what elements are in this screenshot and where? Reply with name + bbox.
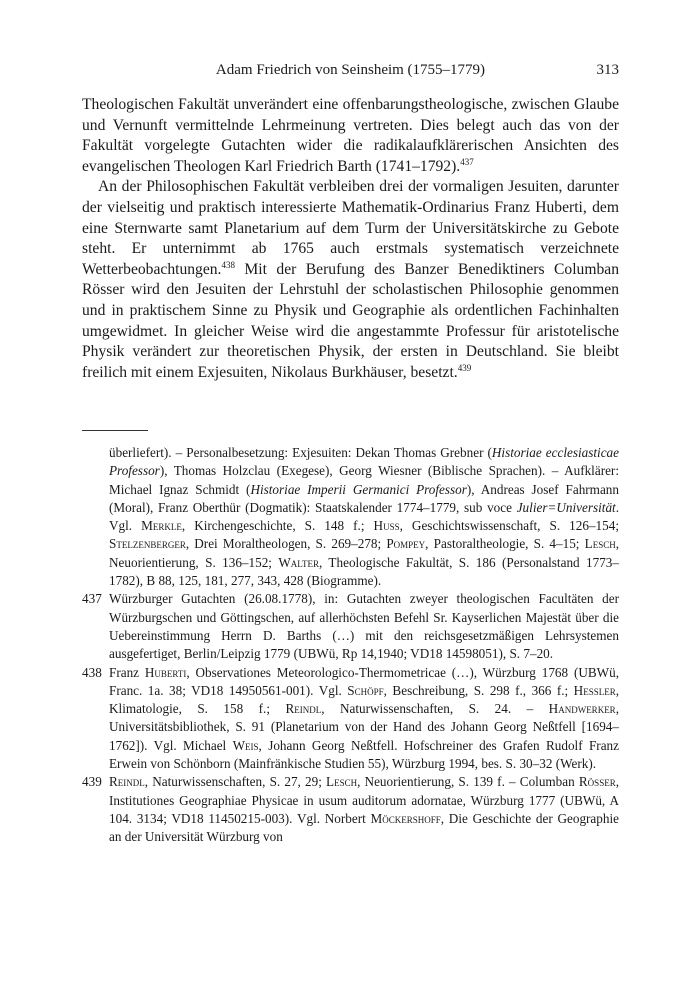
footnote-text: Würzburger Gutachten (26.08.1778), in: Gutachten zweyer theologischen Facultäten der Würzburgschen und Göttingschen, auf allerhöchsten Befehl Sr. Kayserlichen Majestät über die Uebereinstimmung Herrn D. Barths (…) mit den reichsgesetzmäßigen Lehrsystemen ausgefertiget, Berlin/Leipzig 1779 (UBWü, Rp 14,1940; VD18 14598051), S. 7–20. bbox=[109, 591, 619, 662]
footnote-ref-438: 438 bbox=[221, 259, 235, 270]
footnote-text: , Universitätsbibliothek, S. 91 (Planetarium von der Hand des Johann Georg Neßtfell [1694–1762]). Vgl. Michael bbox=[109, 701, 619, 753]
footnote-439 bbox=[82, 773, 619, 846]
author-name: Handwerker bbox=[548, 701, 616, 717]
paragraph-1 bbox=[82, 95, 619, 177]
page-number: 313 bbox=[596, 62, 619, 78]
author-name: Huberti bbox=[144, 664, 187, 680]
author-name: Rösser bbox=[578, 774, 616, 790]
author-name: Stelzenberger bbox=[109, 536, 186, 552]
footnote-divider bbox=[82, 430, 148, 431]
author-name: Schöpf bbox=[347, 682, 384, 698]
footnote-text: , Klimatologie, S. 158 f.; bbox=[109, 682, 619, 717]
footnote-437 bbox=[82, 590, 619, 663]
footnote-text: Franz bbox=[109, 664, 145, 680]
running-head-title: Adam Friedrich von Seinsheim (1755–1779) bbox=[215, 62, 486, 78]
footnote-text: , Geschichtswissenschaft, S. 126–154; bbox=[399, 518, 620, 534]
footnote-text: , Pastoraltheologie, S. 4–15; bbox=[425, 536, 585, 552]
footnote-number: 439 bbox=[82, 774, 102, 790]
footnote-continuation bbox=[82, 444, 619, 590]
footnote-text: , Institutiones Geographiae Physicae in usum auditorum adornatae, Würzburg 1777 (UBWü, A 104. 3134; VD18 11450215-003). Vgl. Norbert bbox=[109, 774, 619, 826]
footnote-ref-439: 439 bbox=[457, 362, 472, 373]
author-name: Reindl bbox=[109, 774, 145, 790]
footnote-text: , Beschreibung, S. 298 f., 366 f.; bbox=[383, 682, 574, 698]
author-name: Pompey bbox=[386, 536, 426, 552]
footnote-text: , Naturwissenschaften, S. 24. – bbox=[321, 701, 549, 717]
footnote-italic: Historiae Imperii Germanici Professor bbox=[250, 481, 467, 497]
footnote-text: , Observationes Meteorologico-Thermometricae (…), Würzburg 1768 (UBWü, Franc. 1a. 38; VD18 14950561-001). Vgl. bbox=[109, 664, 619, 698]
author-name: Lesch bbox=[326, 774, 358, 790]
footnote-number: 437 bbox=[82, 591, 102, 607]
author-name: Reindl bbox=[285, 701, 322, 717]
footnote-text: , Naturwissenschaften, S. 27, 29; bbox=[144, 774, 327, 790]
footnotes bbox=[82, 444, 619, 847]
author-name: Weis bbox=[232, 737, 259, 753]
running-head bbox=[82, 62, 619, 82]
footnote-number: 438 bbox=[82, 664, 102, 680]
footnote-text: , Neuorientierung, S. 136–152; bbox=[109, 536, 619, 570]
paragraph-text: Theologischen Fakultät unverändert eine offenbarungstheologische, zwischen Glaube und Vernunft vermittelnde Lehrmeinung vertreten. Dies belegt auch das von der Fakultät vorgelegte Gutachten wider die radikalaufklärerischen Ansichten des evangelischen Theologen Karl Friedrich Barth (1741–1792). bbox=[82, 96, 619, 175]
footnote-438 bbox=[82, 664, 619, 774]
footnote-text: ), Andreas Josef Fahrmann (Moral), Franz Oberthür (Dogmatik): Staatskalender 1774–1779, sub voce bbox=[109, 481, 619, 515]
footnote-text: . Vgl. bbox=[109, 499, 619, 534]
author-name: Huss bbox=[373, 518, 400, 534]
paragraph-text: An der Philosophischen Fakultät verbleiben drei der vormaligen Jesuiten, darunter der vielseitig und praktisch interessierte Mathematik-Ordinarius Franz Huberti, dem eine Sternwarte samt Planetarium auf dem Turm der Universitätskirche zu Gebote steht. Er unternimmt ab 1765 auch erstmals systematisch verzeichnete Wetterbeobachtungen. bbox=[82, 178, 619, 278]
footnote-text: , Die Geschichte der Geographie an der Universität Würzburg von bbox=[109, 810, 619, 845]
footnote-text: , Johann Georg Neßtfell. Hofschreiner des Grafen Rudolf Franz Erwein von Schönborn (Mainfränkische Studien 55), Würzburg 1994, bes. S. 30–32 (Werk). bbox=[109, 737, 619, 772]
footnote-text: überliefert). – Personalbesetzung: Exjesuiten: Dekan Thomas Grebner ( bbox=[109, 445, 492, 460]
footnote-text: , Neuorientierung, S. 139 f. – Columban bbox=[357, 774, 579, 790]
body-text bbox=[82, 95, 619, 383]
footnote-text: ), Thomas Holzclau (Exegese), Georg Wiesner (Biblische Sprachen). – Aufklärer: Michael Ignaz Schmidt ( bbox=[109, 463, 619, 497]
footnote-text: , Drei Moraltheologen, S. 269–278; bbox=[185, 536, 387, 552]
author-name: Merkle bbox=[141, 518, 182, 534]
author-name: Hessler bbox=[573, 682, 616, 698]
author-name: Möckershoff bbox=[370, 810, 441, 826]
footnote-italic: Julier=Universität bbox=[516, 499, 616, 515]
paragraph-text: Mit der Berufung des Banzer Benediktiners Columban Rösser wird den Jesuiten der Lehrstuhl der scholastischen Philosophie genommen und in praktischem Sinne zu Physik und Geographie als ordentlichen Fachinhalten umgewidmet. In gleicher Weise wird die angestammte Professur für aristotelische Physik verändert zur theoretischen Physik, der ersten in Deutschland. Sie bleibt freilich mit einem Exjesuiten, Nikolaus Burkhäuser, besetzt. bbox=[82, 260, 619, 381]
author-name: Walter bbox=[278, 554, 319, 570]
footnote-ref-437: 437 bbox=[460, 156, 474, 167]
paragraph-2 bbox=[82, 177, 619, 383]
footnote-italic: Historiae ecclesiasticae Professor bbox=[109, 445, 619, 479]
author-name: Lesch bbox=[584, 536, 616, 552]
footnote-text: , Theologische Fakultät, S. 186 (Personalstand 1773–1782), B 88, 125, 181, 277, 343, 428 (Biogramme). bbox=[109, 554, 619, 589]
footnote-text: , Kirchengeschichte, S. 148 f.; bbox=[181, 518, 374, 534]
